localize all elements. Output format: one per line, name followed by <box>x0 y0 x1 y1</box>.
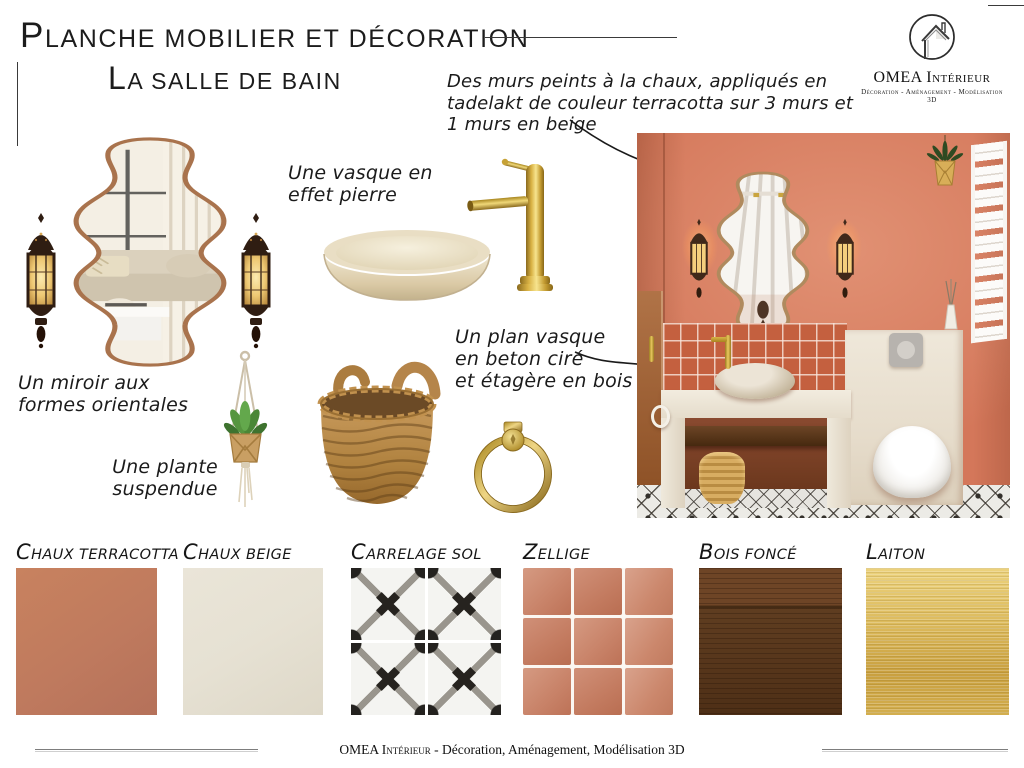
footer-services: - Décoration, Aménagement, Modélisation 3D <box>430 742 685 757</box>
floor-tile <box>428 643 502 715</box>
oriental-mirror-photo <box>70 136 230 368</box>
swatch-chaux-beige <box>183 568 323 715</box>
swatch-chaux-terracotta <box>16 568 157 715</box>
annotation-vanity-line2: en beton ciré <box>455 348 584 370</box>
annotation-plant-line1: Une plante <box>112 456 218 478</box>
zellige-tile <box>523 668 571 715</box>
logo <box>856 10 1008 104</box>
render-towel-radiator <box>971 141 1007 343</box>
annotation-mirror-line2: formes orientales <box>18 394 189 416</box>
floor-tile <box>351 643 425 715</box>
render-door-handle <box>649 336 654 362</box>
render-vanity-leg-right <box>827 418 851 508</box>
swatch-label-laiton: LAITON <box>866 540 926 564</box>
page-title: PLANCHE MOBILIER ET DÉCORATION <box>20 16 530 55</box>
render-wood-shelf <box>685 426 827 446</box>
render-vanity-opening <box>685 418 827 508</box>
title-divider-line <box>485 37 677 38</box>
render-reed-diffuser <box>943 279 959 331</box>
moroccan-lantern-left <box>20 212 62 354</box>
left-accent-line <box>17 62 18 146</box>
swatch-label-carrelage-sol: CARRELAGE SOL <box>351 540 482 564</box>
page-subtitle: LA SALLE DE BAIN <box>108 60 342 96</box>
swatch-carrelage-sol <box>351 568 501 715</box>
annotation-walls-line2: tadelakt de couleur terracotta sur 3 murs et <box>447 92 854 114</box>
swatch-label-chaux-beige: CHAUX BEIGE <box>183 540 292 564</box>
zellige-tile <box>574 568 622 615</box>
3d-render-bathroom <box>637 133 1010 518</box>
render-hanging-plant <box>920 135 970 195</box>
annotation-vanity-line1: Un plan vasque <box>455 326 606 348</box>
annotation-plant <box>100 456 230 500</box>
wicker-basket-photo <box>305 352 455 514</box>
annotation-plant-line2: suspendue <box>112 478 218 500</box>
render-storage-basket <box>699 452 745 504</box>
zellige-tile <box>523 618 571 665</box>
floor-tile <box>428 568 502 640</box>
zellige-tile <box>625 618 673 665</box>
swatch-label-bois-fonce: BOIS FONCÉ <box>699 540 797 564</box>
render-vanity-leg-left <box>661 418 685 508</box>
moroccan-lantern-right <box>235 212 277 354</box>
zellige-tile <box>574 668 622 715</box>
render-flush-button <box>897 341 915 359</box>
logo-brand: OMEA Intérieur <box>873 69 991 86</box>
annotation-basin-line1: Une vasque en <box>288 162 433 184</box>
house-in-circle-icon <box>902 10 962 68</box>
annotation-basin <box>288 162 433 206</box>
annotation-basin-line2: effet pierre <box>288 184 397 206</box>
render-flush-plate <box>889 333 923 367</box>
zellige-tile <box>625 568 673 615</box>
zellige-tile <box>574 618 622 665</box>
corner-accent-line <box>988 5 1024 6</box>
render-concrete-vanity <box>661 390 851 508</box>
floor-tile <box>351 568 425 640</box>
swatch-label-zellige: ZELLIGE <box>523 540 591 564</box>
annotation-walls-line3: 1 murs en beige <box>447 114 597 135</box>
swatch-bois-fonce <box>699 568 842 715</box>
logo-tagline: Décoration - Aménagement - Modélisation 3D <box>861 88 1003 104</box>
render-oriental-mirror <box>715 171 811 333</box>
annotation-vanity-line3: et étagère en bois <box>455 370 633 392</box>
render-towel-ring <box>651 405 670 428</box>
render-sconce-left <box>687 217 711 303</box>
annotation-mirror <box>18 372 188 416</box>
zellige-tile <box>523 568 571 615</box>
render-wood-door <box>637 291 663 487</box>
zellige-tile <box>625 668 673 715</box>
swatch-laiton <box>866 568 1009 715</box>
footer-brand: OMEA Intérieur <box>339 742 431 757</box>
render-gold-faucet <box>725 335 731 369</box>
gold-towel-ring-photo <box>472 418 554 518</box>
gold-faucet-photo <box>460 158 560 294</box>
annotation-walls-line1: Des murs peints à la chaux, appliqués en <box>447 71 828 92</box>
render-sconce-right <box>833 217 857 303</box>
swatch-label-chaux-terracotta: CHAUX TERRACOTTA <box>16 540 179 564</box>
annotation-mirror-line1: Un miroir aux <box>18 372 150 394</box>
footer <box>0 742 1024 758</box>
swatch-zellige <box>523 568 673 715</box>
